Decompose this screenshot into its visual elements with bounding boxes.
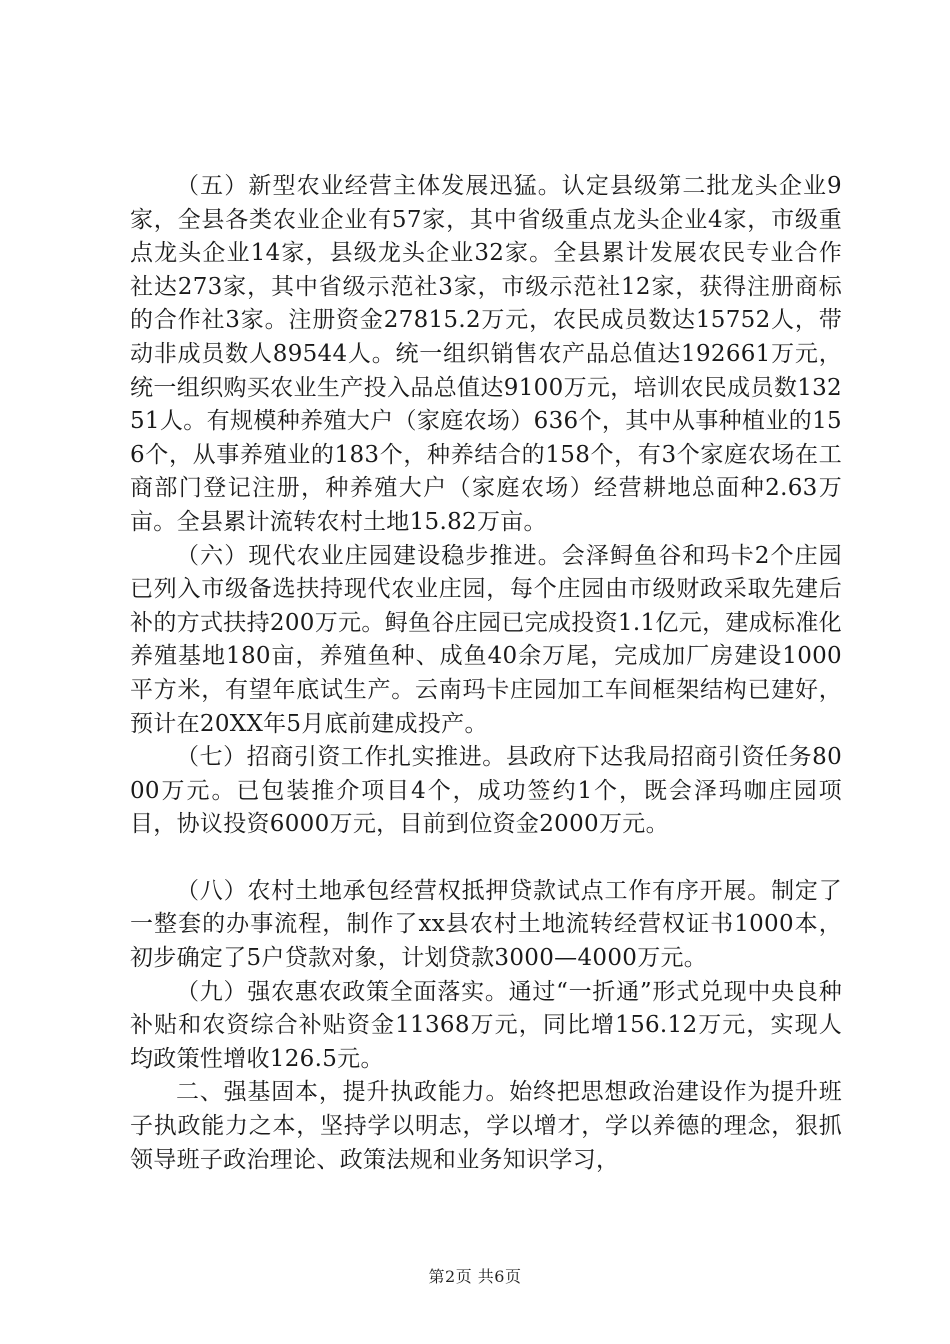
- paragraph-5-agricultural-entities: （五）新型农业经营主体发展迅猛。认定县级第二批龙头企业9家，全县各类农业企业有57家，其中省级重点龙头企业4家，市级重点龙头企业14家，县级龙头企业32家。全县累计发展农民专业合作社达273家，其中省级示范社3家，市级示范社12家，获得注册商标的合作社3家。注册资金27815.2万元，农民成员数达15752人，带动非成员数人89544人。统一组织销售农产品总值达192661万元，统一组织购买农业生产投入品总值达9100万元，培训农民成员数13251人。有规模种养殖大户（家庭农场）636个，其中从事种植业的156个，从事养殖业的183个，种养结合的158个，有3个家庭农场在工商部门登记注册，种养殖大户（家庭农场）经营耕地总面种2.63万亩。全县累计流转农村土地15.82万亩。: [130, 173, 842, 535]
- paragraph-6-agricultural-manors: （六）现代农业庄园建设稳步推进。会泽鲟鱼谷和玛卡2个庄园已列入市级备选扶持现代农业庄园，每个庄园由市级财政采取先建后补的方式扶持200万元。鲟鱼谷庄园已完成投资1.1亿元，建成标准化养殖基地180亩，养殖鱼种、成鱼40余万尾，完成加厂房建设1000平方米，有望年底试生产。云南玛卡庄园加工车间框架结构已建好，预计在20XX年5月底前建成投产。: [130, 542, 842, 737]
- document-body: [130, 170, 842, 1177]
- page-footer: 第2页 共6页: [428, 1267, 522, 1286]
- paragraph-section-2-governance: 二、强基固本，提升执政能力。始终把思想政治建设作为提升班子执政能力之本，坚持学以明志，学以增才，学以养德的理念，狠抓领导班子政治理论、政策法规和业务知识学习，: [130, 1079, 842, 1173]
- paragraph-7-investment-promotion: （七）招商引资工作扎实推进。县政府下达我局招商引资任务8000万元。已包装推介项目4个，成功签约1个，既会泽玛咖庄园项目，协议投资6000万元，目前到位资金2000万元。: [130, 744, 842, 838]
- paragraph-8-land-mortgage-loans: （八）农村土地承包经营权抵押贷款试点工作有序开展。制定了一整套的办事流程，制作了xx县农村土地流转经营权证书1000本，初步确定了5户贷款对象，计划贷款3000—4000万元。: [130, 877, 842, 972]
- paragraph-9-subsidy-policies: （九）强农惠农政策全面落实。通过“一折通”形式兑现中央良种补贴和农资综合补贴资金11368万元，同比增156.12万元，实现人均政策性增收126.5元。: [130, 978, 842, 1072]
